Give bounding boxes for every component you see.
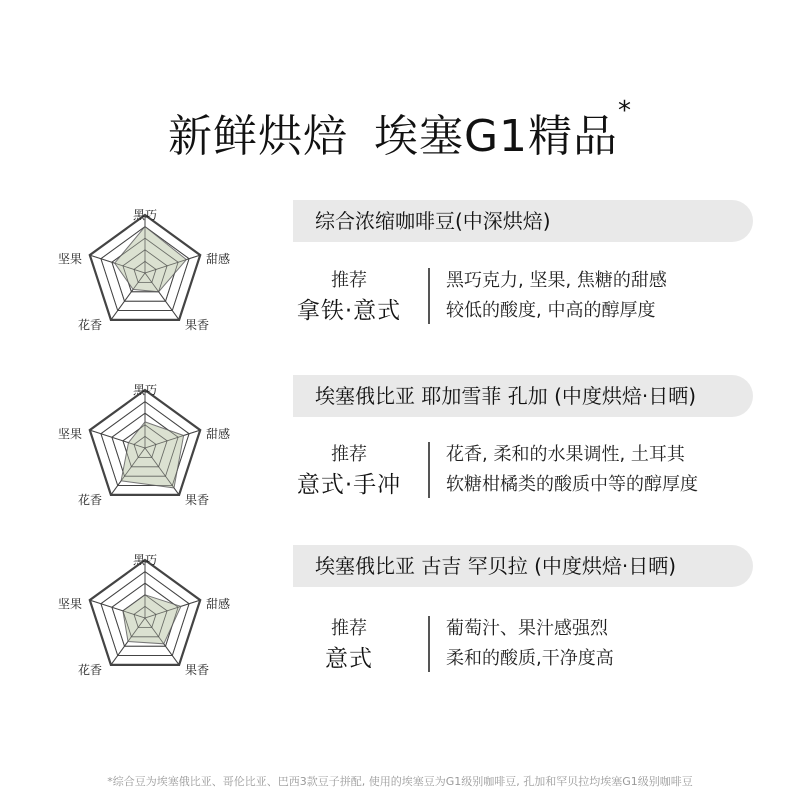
recommend-label: 推荐	[331, 444, 367, 465]
recommend-use: 意式·手冲	[296, 472, 402, 498]
radar-label-sweetness: 甜感	[206, 597, 231, 611]
flavor-description	[446, 614, 614, 674]
footnote: *综合豆为埃塞俄比亚、哥伦比亚、巴西3款豆子拼配, 使用的埃塞豆为G1级别咖啡豆, 孔加和罕贝拉均埃塞G1级别咖啡豆	[107, 775, 693, 788]
recommend-block	[285, 267, 413, 327]
radar-label-fruity: 果香	[185, 318, 210, 332]
radar-chart-1	[50, 195, 240, 335]
flavor-line: 柔和的酸质,干净度高	[446, 648, 614, 669]
flavor-line: 葡萄汁、果汁感强烈	[446, 618, 608, 639]
title-asterisk: *	[618, 96, 633, 126]
radar-label-nutty: 坚果	[58, 427, 83, 441]
radar-label-sweetness: 甜感	[206, 427, 231, 441]
flavor-description	[446, 266, 667, 326]
radar-label-dark-chocolate: 黑巧	[133, 383, 158, 397]
divider-line	[428, 442, 430, 498]
recommend-use: 意式	[325, 646, 373, 672]
recommend-block	[285, 441, 413, 501]
flavor-line: 花香, 柔和的水果调性, 土耳其	[446, 444, 685, 465]
radar-label-floral: 花香	[78, 493, 103, 507]
radar-label-nutty: 坚果	[58, 597, 83, 611]
page-title	[0, 96, 800, 164]
flavor-line: 较低的酸度, 中高的醇厚度	[446, 300, 656, 321]
title-part2: 埃塞G1精品	[373, 111, 619, 162]
radar-label-dark-chocolate: 黑巧	[133, 553, 158, 567]
radar-label-floral: 花香	[78, 318, 103, 332]
product-name-pill: 埃塞俄比亚 耶加雪菲 孔加 (中度烘焙·日晒)	[293, 375, 753, 417]
recommend-use: 拿铁·意式	[296, 298, 402, 324]
radar-label-nutty: 坚果	[58, 252, 83, 266]
radar-label-floral: 花香	[78, 663, 103, 677]
product-name-pill: 埃塞俄比亚 古吉 罕贝拉 (中度烘焙·日晒)	[293, 545, 753, 587]
recommend-block	[285, 615, 413, 675]
title-part1: 新鲜烘焙	[167, 111, 348, 162]
recommend-label: 推荐	[331, 618, 367, 639]
divider-line	[428, 616, 430, 672]
radar-label-fruity: 果香	[185, 493, 210, 507]
radar-chart-3	[50, 540, 240, 680]
radar-chart-2	[50, 370, 240, 510]
recommend-label: 推荐	[331, 270, 367, 291]
flavor-description	[446, 440, 698, 500]
flavor-line: 黑巧克力, 坚果, 焦糖的甜感	[446, 270, 667, 291]
radar-label-sweetness: 甜感	[206, 252, 231, 266]
radar-label-dark-chocolate: 黑巧	[133, 208, 158, 222]
product-name-pill: 综合浓缩咖啡豆(中深烘焙)	[293, 200, 753, 242]
flavor-line: 软糖柑橘类的酸质中等的醇厚度	[446, 474, 698, 495]
divider-line	[428, 268, 430, 324]
radar-label-fruity: 果香	[185, 663, 210, 677]
